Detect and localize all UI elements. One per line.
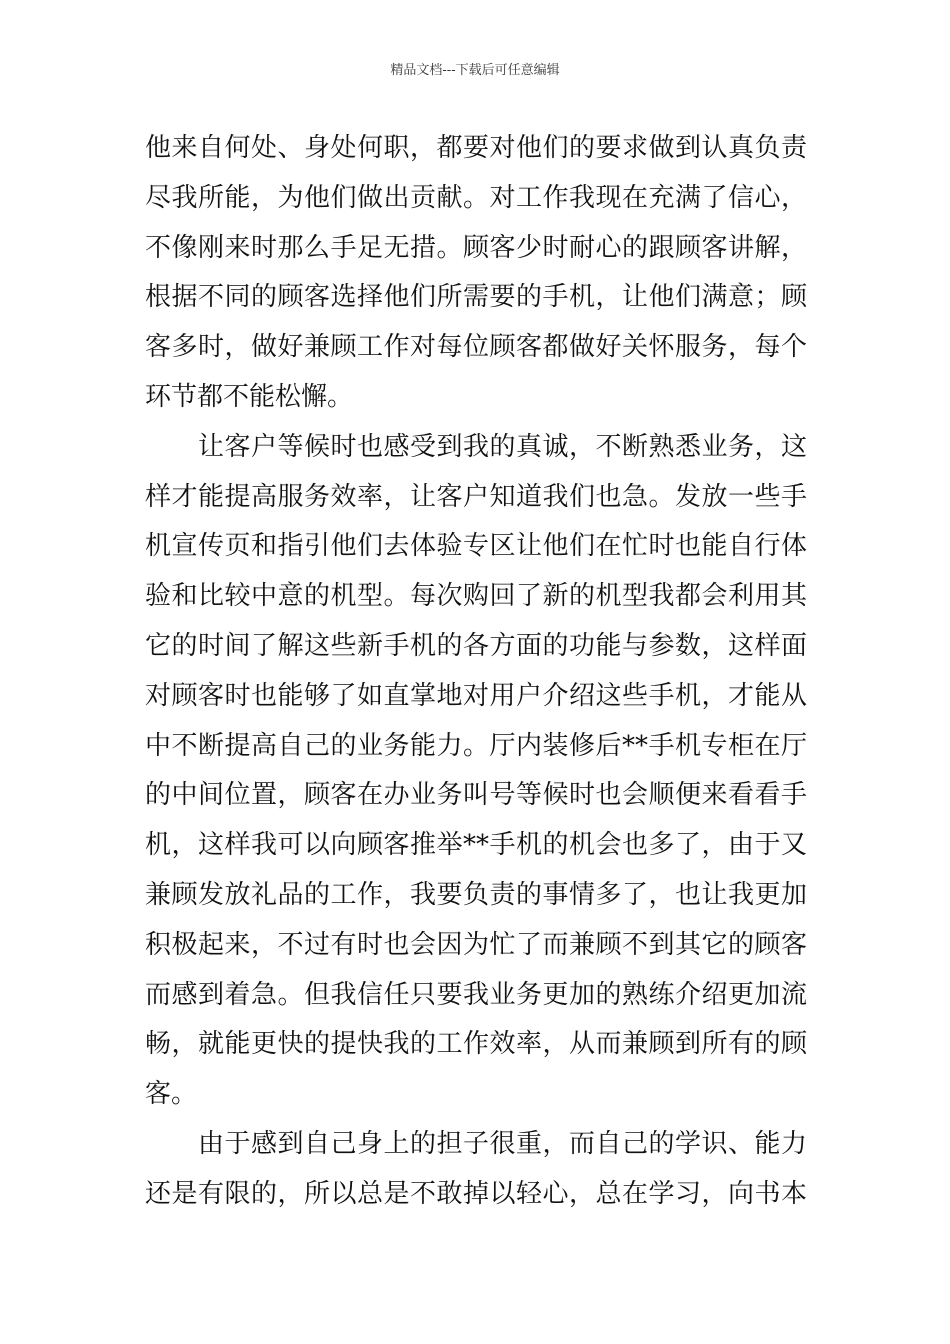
text-line: 而感到着急。但我信任只要我业务更加的熟练介绍更加流 bbox=[145, 979, 807, 1010]
text-line: 对顾客时也能够了如直掌地对用户介绍这些手机，才能从 bbox=[145, 680, 807, 711]
text-line: 畅，就能更快的提快我的工作效率，从而兼顾到所有的顾 bbox=[145, 1029, 807, 1060]
document-body bbox=[145, 124, 807, 1220]
text-line: 尽我所能，为他们做出贡献。对工作我现在充满了信心， bbox=[145, 182, 807, 213]
text-line: 积极起来，不过有时也会因为忙了而兼顾不到其它的顾客 bbox=[145, 929, 807, 960]
text-line: 由于感到自己身上的担子很重，而自己的学识、能力 bbox=[145, 1128, 807, 1159]
text-line: 机宣传页和指引他们去体验专区让他们在忙时也能自行体 bbox=[145, 531, 807, 562]
text-line: 机，这样我可以向顾客推举**手机的机会也多了，由于又 bbox=[145, 830, 807, 861]
text-line: 中不断提高自己的业务能力。厅内装修后**手机专柜在厅 bbox=[145, 730, 807, 761]
text-line: 他来自何处、身处何职，都要对他们的要求做到认真负责 bbox=[145, 133, 807, 163]
text-line: 客多时，做好兼顾工作对每位顾客都做好关怀服务，每个 bbox=[145, 332, 807, 363]
text-line: 兼顾发放礼品的工作，我要负责的事情多了，也让我更加 bbox=[145, 879, 807, 910]
page-header-note: 精品文档---下载后可任意编辑 bbox=[390, 63, 560, 78]
text-line: 还是有限的，所以总是不敢掉以轻心，总在学习，向书本 bbox=[145, 1178, 807, 1209]
text-line: 验和比较中意的机型。每次购回了新的机型我都会利用其 bbox=[145, 581, 807, 612]
text-line: 样才能提高服务效率，让客户知道我们也急。发放一些手 bbox=[145, 481, 807, 512]
text-line: 客。 bbox=[145, 1079, 198, 1110]
text-line: 根据不同的顾客选择他们所需要的手机，让他们满意；顾 bbox=[145, 282, 807, 313]
text-line: 它的时间了解这些新手机的各方面的功能与参数，这样面 bbox=[145, 630, 807, 661]
text-line: 的中间位置，顾客在办业务叫号等候时也会顺便来看看手 bbox=[145, 780, 807, 811]
text-line: 环节都不能松懈。 bbox=[145, 381, 354, 412]
text-line: 让客户等候时也感受到我的真诚，不断熟悉业务，这 bbox=[145, 431, 807, 462]
text-line: 不像刚来时那么手足无措。顾客少时耐心的跟顾客讲解， bbox=[145, 232, 807, 263]
